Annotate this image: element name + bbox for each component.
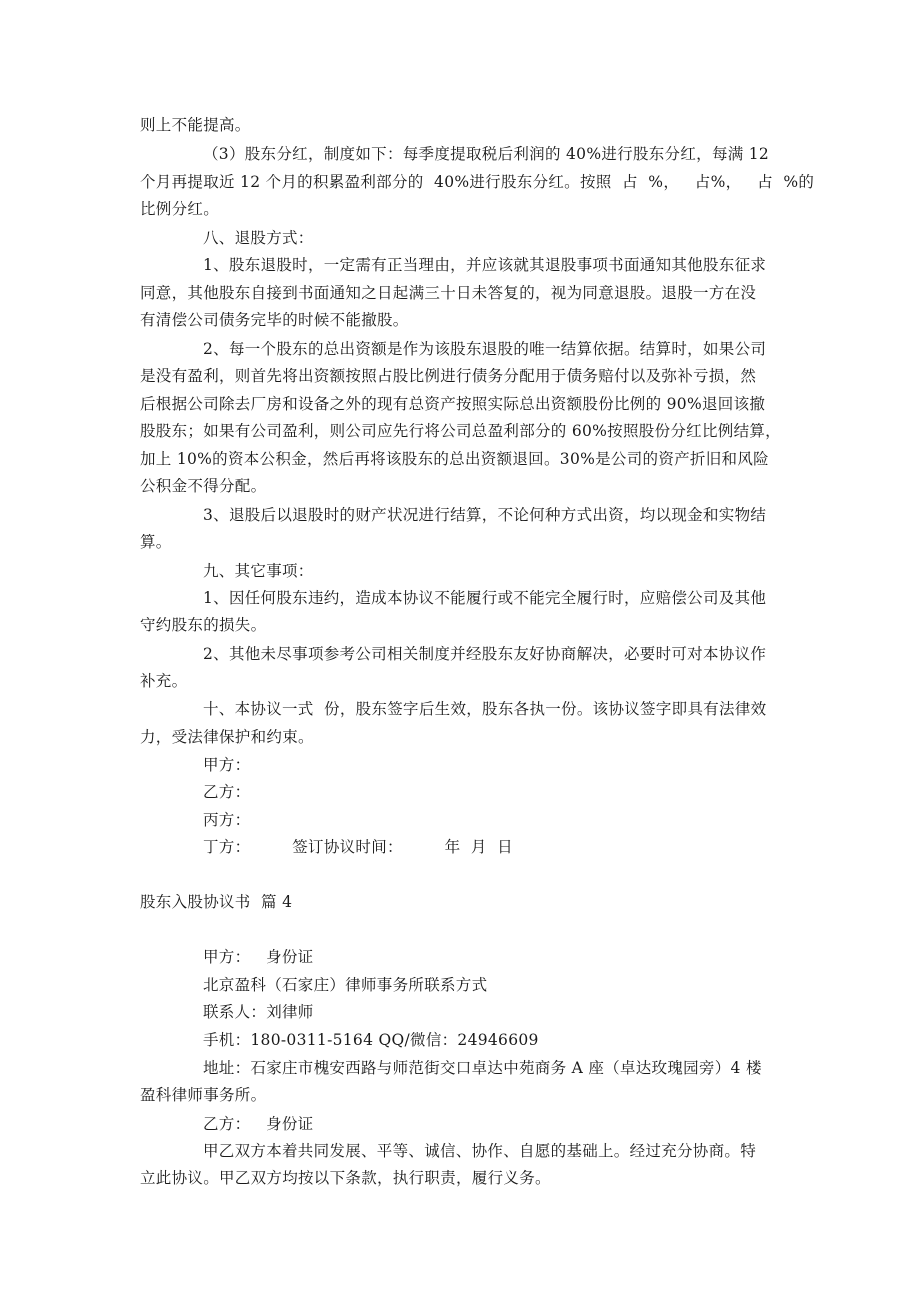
text-line: 是没有盈利，则首先将出资额按照占股比例进行债务分配用于债务赔付以及弥补亏损，然: [140, 367, 757, 385]
text-line: 公积金不得分配。: [140, 477, 267, 495]
text-line: 手机：180-0311-5164 QQ/微信：24946609: [203, 1031, 539, 1049]
section-heading: 九、其它事项：: [203, 562, 314, 580]
text-line: 联系人：刘律师: [203, 1003, 314, 1021]
text-line: 同意，其他股东自接到书面通知之日起满三十日未答复的，视为同意退股。退股一方在没: [140, 284, 757, 302]
signature-line-party-a: 甲方：: [203, 756, 251, 774]
text-line: 盈科律师事务所。: [140, 1086, 267, 1104]
text-line: 十、本协议一式 份，股东签字后生效，股东各执一份。该协议签字即具有法律效: [203, 700, 767, 718]
party-b-line: 乙方： 身份证: [203, 1115, 314, 1133]
text-line: 2、其他未尽事项参考公司相关制度并经股东友好协商解决，必要时可对本协议作: [203, 645, 767, 663]
text-line: 北京盈科（石家庄）律师事务所联系方式: [203, 976, 488, 994]
text-line: 算。: [140, 533, 172, 551]
text-line: 加上 10%的资本公积金，然后再将该股东的总出资额退回。30%是公司的资产折旧和风险: [140, 450, 769, 468]
text-line: 1、因任何股东违约，造成本协议不能履行或不能完全履行时，应赔偿公司及其他: [203, 589, 767, 607]
signature-line-party-c: 丙方：: [203, 811, 251, 829]
text-line: 股股东；如果有公司盈利，则公司应先行将公司总盈利部分的 60%按照股份分红比例结算，: [140, 422, 781, 440]
text-line: 3、退股后以退股时的财产状况进行结算，不论何种方式出资，均以现金和实物结: [203, 506, 767, 524]
section-heading: 八、退股方式：: [203, 229, 314, 247]
text-line: 力，受法律保护和约束。: [140, 728, 314, 746]
party-a-line: 甲方： 身份证: [203, 948, 314, 966]
text-line: 2、每一个股东的总出资额是作为该股东退股的唯一结算依据。结算时，如果公司: [203, 340, 767, 358]
signature-line-party-b: 乙方：: [203, 783, 251, 801]
text-line: （3）股东分红，制度如下：每季度提取税后利润的 40%进行股东分红，每满 12: [203, 145, 770, 163]
text-line: 地址：石家庄市槐安西路与师范街交口卓达中苑商务 A 座（卓达玫瑰园旁）4 楼: [203, 1059, 762, 1077]
text-line: 补充。: [140, 672, 188, 690]
text-line: 甲乙双方本着共同发展、平等、诚信、协作、自愿的基础上。经过充分协商。特: [203, 1142, 757, 1160]
section-title: 股东入股协议书 篇 4: [140, 893, 293, 911]
text-line: 比例分红。: [140, 200, 220, 218]
text-line: 有清偿公司债务完毕的时候不能撤股。: [140, 311, 409, 329]
text-line: 后根据公司除去厂房和设备之外的现有总资产按照实际总出资额股份比例的 90%退回该撤: [140, 395, 766, 413]
text-line: 1、股东退股时，一定需有正当理由，并应该就其退股事项书面通知其他股东征求: [203, 256, 767, 274]
text-line: 立此协议。甲乙双方均按以下条款，执行职责，履行义务。: [140, 1169, 551, 1187]
text-line: 个月再提取近 12 个月的积累盈利部分的 40%进行股东分红。按照 占 %， 占%， 占 %的: [140, 173, 815, 191]
signature-line-party-d: 丁方： 签订协议时间： 年 月 日: [203, 838, 513, 856]
text-line: 则上不能提高。: [140, 116, 251, 134]
text-line: 守约股东的损失。: [140, 616, 267, 634]
